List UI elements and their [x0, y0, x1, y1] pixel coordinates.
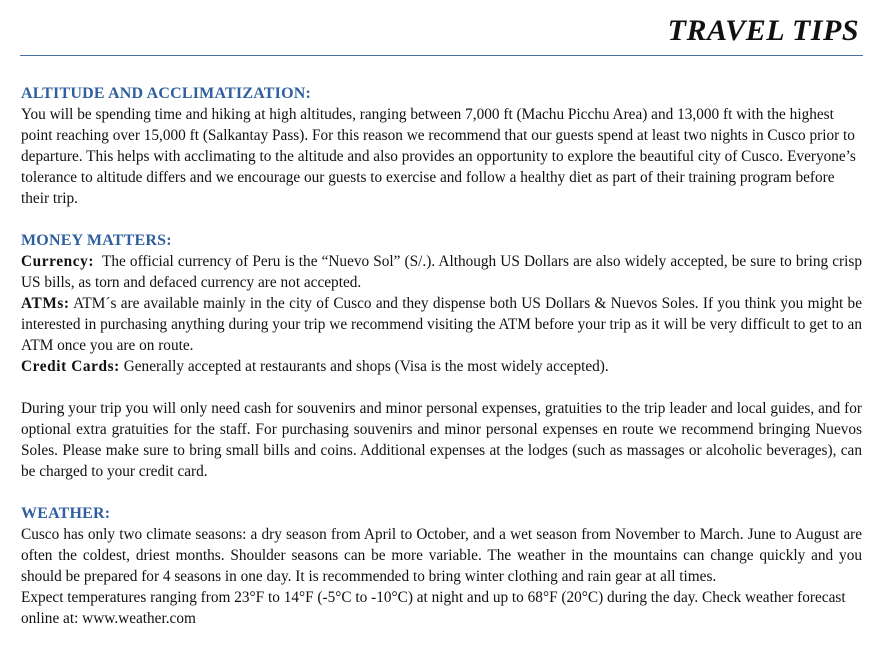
atms-text: ATM´s are available mainly in the city of Cusco and they dispense both US Dollars & Nuevos Soles. If you think you might be interested in purchasing anything during your trip we recommend visiting the ATM before your trip as it will be very difficult to get to an ATM once you are on route.	[21, 295, 862, 354]
altitude-section	[21, 83, 862, 209]
weather-section	[21, 503, 862, 629]
cash-paragraph: During your trip you will only need cash for souvenirs and minor personal expenses, gratuities to the trip leader and local guides, and for optional extra gratuities for the staff. For purchasing souvenirs and minor personal expenses en route we recommend bringing Nuevos Soles. Please make sure to bring small bills and coins. Additional expenses at the lodges (such as massages or alcoholic beverages), can be charged to your credit card.	[21, 400, 862, 480]
spacer	[21, 482, 862, 503]
currency-text: The official currency of Peru is the “Nuevo Sol” (S/.). Although US Dollars are also widely accepted, be sure to bring crisp US bills, as torn and defaced currency are not accepted.	[21, 253, 863, 291]
money-section	[21, 230, 862, 482]
cards-paragraph	[21, 356, 862, 377]
spacer	[21, 209, 862, 230]
weather-heading: WEATHER:	[21, 505, 111, 522]
page-title: TRAVEL TIPS	[667, 14, 859, 47]
atms-label: ATMs:	[21, 295, 70, 312]
altitude-heading: ALTITUDE AND ACCLIMATIZATION:	[21, 85, 312, 102]
money-heading: MONEY MATTERS:	[21, 232, 172, 249]
atms-paragraph	[21, 293, 862, 356]
spacer	[21, 377, 862, 398]
currency-label: Currency:	[21, 253, 95, 270]
altitude-paragraph: You will be spending time and hiking at high altitudes, ranging between 7,000 ft (Machu Picchu Area) and 13,000 ft with the highest point reaching over 15,000 ft (Salkantay Pass). For this reason we recommend that our guests spend at least two nights in Cusco prior to departure. This helps with acclimating to the altitude and also provides an opportunity to explore the beautiful city of Cusco. Everyone’s tolerance to altitude differs and we encourage our guests to exercise and follow a healthy diet as part of their training program before their trip.	[21, 106, 856, 207]
header-divider	[20, 55, 863, 56]
currency-paragraph	[21, 251, 862, 293]
weather-paragraph: Cusco has only two climate seasons: a dry season from April to October, and a wet season from November to March. June to August are often the coldest, driest months. Shoulder seasons can be more variable. The weather in the mountains can change quickly and you should be prepared for 4 seasons in one day. It is recommended to bring winter clothing and rain gear at all times.	[21, 526, 862, 585]
cards-label: Credit Cards:	[21, 358, 120, 375]
cards-text: Generally accepted at restaurants and shops (Visa is the most widely accepted).	[123, 358, 609, 375]
temperature-paragraph: Expect temperatures ranging from 23°F to 14°F (-5°C to -10°C) at night and up to 68°F (20°C) during the day. Check weather forecast online at: www.weather.com	[21, 589, 846, 627]
document-body	[21, 83, 862, 629]
